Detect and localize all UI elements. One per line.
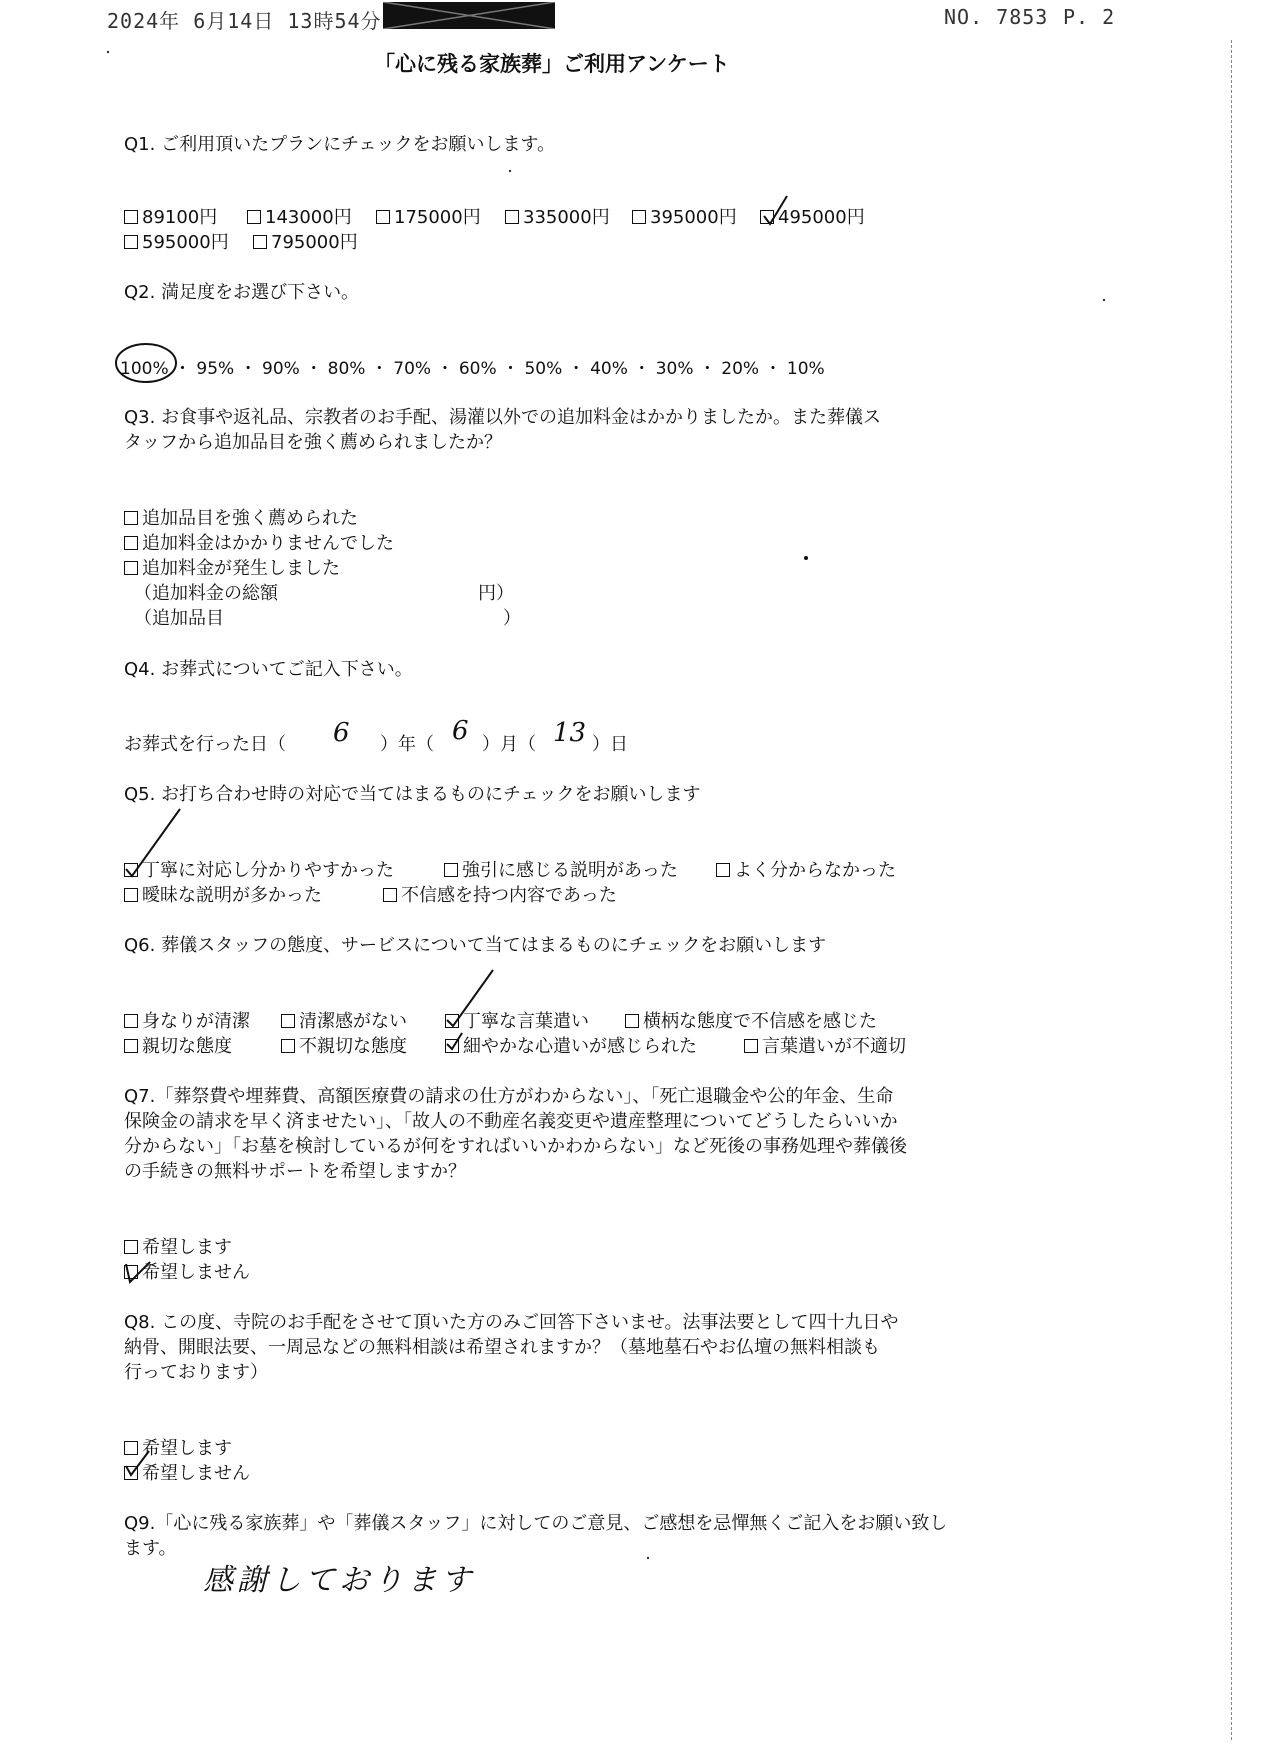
q2-scale[interactable]: 100% ・ 95% ・ 90% ・ 80% ・ 70% ・ 60% ・ 50% ・ 40% ・ 30% ・ 20% ・ 10%	[120, 359, 825, 379]
q1-option-495000[interactable]: 495000円	[760, 203, 865, 229]
scan-speck	[107, 51, 109, 53]
q6-option-attentive[interactable]: 細やかな心遣いが感じられた	[445, 1032, 697, 1058]
q5-option-polite-clear[interactable]: 丁寧に対応し分かりやすかった	[124, 856, 394, 882]
q2-option[interactable]: 60%	[458, 359, 497, 379]
q2-option[interactable]: 10%	[786, 359, 825, 379]
q3-option-extra-fee[interactable]: 追加料金が発生しました	[124, 554, 340, 580]
q3-items-label: （追加品目	[134, 608, 224, 629]
fax-timestamp: 2024年 6月14日 13時54分	[107, 9, 382, 33]
q6-option-inappropriate-language[interactable]: 言葉遣いが不適切	[744, 1032, 906, 1058]
q4-date-label: お葬式を行った日（	[124, 734, 286, 755]
checkbox[interactable]	[124, 1240, 138, 1254]
q6-question: Q6. 葬儀スタッフの態度、サービスについて当てはまるものにチェックをお願いします	[124, 935, 827, 956]
q2-option[interactable]: 20%	[721, 359, 760, 379]
q3-total-label: （追加料金の総額	[134, 583, 278, 604]
q3-total-suffix: 円）	[478, 583, 514, 604]
q2-option[interactable]: 40%	[590, 359, 628, 379]
q3-question-line1: Q3. お食事や返礼品、宗教者のお手配、湯灌以外での追加料金はかかりましたか。また葬儀ス	[124, 407, 882, 428]
q5-option-unclear[interactable]: よく分からなかった	[716, 856, 896, 882]
checkbox[interactable]	[744, 1039, 758, 1053]
q2-option[interactable]: 50%	[524, 359, 563, 379]
q8-question-line3: 行っております）	[124, 1362, 268, 1383]
q2-option[interactable]: 90%	[262, 359, 300, 379]
checkbox[interactable]	[281, 1014, 295, 1028]
checkbox[interactable]	[253, 235, 267, 249]
checkbox[interactable]	[760, 210, 774, 224]
scan-speck	[509, 170, 511, 172]
scan-speck	[647, 1557, 649, 1559]
q1-option-795000[interactable]: 795000円	[253, 228, 358, 254]
q4-day-suffix: ）日	[592, 734, 628, 755]
q5-option-pushy[interactable]: 強引に感じる説明があった	[444, 856, 678, 882]
q2-option[interactable]: 80%	[327, 359, 366, 379]
q3-option-no-extra-fee[interactable]: 追加料金はかかりませんでした	[124, 529, 394, 555]
q1-option-89100[interactable]: 89100円	[124, 203, 217, 229]
checkbox[interactable]	[124, 1265, 138, 1279]
checkbox[interactable]	[124, 1039, 138, 1053]
q3-question-line2: タッフから追加品目を強く薦められましたか？	[124, 432, 502, 453]
checkbox[interactable]	[124, 1466, 138, 1480]
q9-handwritten-answer[interactable]: 感謝しております	[203, 1563, 475, 1598]
checkbox[interactable]	[281, 1039, 295, 1053]
q2-option[interactable]: 100%	[120, 359, 169, 379]
q1-option-175000[interactable]: 175000円	[376, 203, 481, 229]
page-number: P. 2	[1063, 5, 1116, 29]
redacted-block	[383, 2, 555, 29]
checkbox[interactable]	[124, 1441, 138, 1455]
checkbox[interactable]	[376, 210, 390, 224]
q8-option-no-wish[interactable]: 希望しません	[124, 1459, 250, 1485]
checkbox[interactable]	[124, 235, 138, 249]
q8-question-line1: Q8. この度、寺院のお手配をさせて頂いた方のみご回答下さいませ。法事法要として四十九日や	[124, 1312, 899, 1333]
q4-year-value[interactable]: 6	[333, 718, 350, 748]
q1-option-595000[interactable]: 595000円	[124, 228, 229, 254]
q7-question-line1: Q7.「葬祭費や埋葬費、高額医療費の請求の仕方がわからない」、「死亡退職金や公的年金、生命	[124, 1086, 894, 1107]
checkbox[interactable]	[445, 1039, 459, 1053]
checkbox[interactable]	[632, 210, 646, 224]
q4-question: Q4. お葬式についてご記入下さい。	[124, 659, 413, 680]
checkbox[interactable]	[124, 888, 138, 902]
q4-month-value[interactable]: 6	[452, 716, 469, 746]
q3-items-suffix: ）	[503, 608, 521, 629]
redaction-cross-icon	[383, 2, 555, 29]
q9-question-line1: Q9.「心に残る家族葬」や「葬儀スタッフ」に対してのご意見、ご感想を忌憚無くご記入をお願い致し	[124, 1513, 948, 1534]
checkbox[interactable]	[124, 210, 138, 224]
q4-month-suffix: ）月（	[482, 734, 536, 755]
q6-option-clean-appearance[interactable]: 身なりが清潔	[124, 1007, 250, 1033]
q7-question-line3: 分からない」「お墓を検討しているが何をすればいいかわからない」など死後の事務処理や葬儀後	[124, 1136, 907, 1157]
q1-option-335000[interactable]: 335000円	[505, 203, 610, 229]
q8-option-wish[interactable]: 希望します	[124, 1434, 232, 1460]
scan-edge-line	[1231, 40, 1232, 1740]
q1-option-143000[interactable]: 143000円	[247, 203, 352, 229]
q5-question: Q5. お打ち合わせ時の対応で当てはまるものにチェックをお願いします	[124, 784, 701, 805]
checkbox[interactable]	[124, 561, 138, 575]
checkbox[interactable]	[124, 511, 138, 525]
q2-option[interactable]: 95%	[196, 359, 235, 379]
checkbox[interactable]	[247, 210, 261, 224]
document-number: NO. 7853	[944, 5, 1049, 29]
survey-title: 「心に残る家族葬」ご利用アンケート	[374, 52, 730, 76]
q2-question: Q2. 満足度をお選び下さい。	[124, 282, 360, 303]
q2-option[interactable]: 30%	[655, 359, 694, 379]
checkbox[interactable]	[124, 536, 138, 550]
checkbox[interactable]	[124, 863, 138, 877]
checkbox[interactable]	[124, 1014, 138, 1028]
q6-option-kind[interactable]: 親切な態度	[124, 1032, 232, 1058]
q7-option-no-wish[interactable]: 希望しません	[124, 1258, 250, 1284]
q8-question-line2: 納骨、開眼法要、一周忌などの無料相談は希望されますか？（墓地墓石やお仏壇の無料相談も	[124, 1337, 880, 1358]
q1-question: Q1. ご利用頂いたプランにチェックをお願いします。	[124, 134, 556, 155]
checkbox[interactable]	[625, 1014, 639, 1028]
q4-year-suffix: ）年（	[380, 734, 434, 755]
q7-question-line4: の手続きの無料サポートを希望しますか？	[124, 1161, 466, 1182]
q5-option-distrust[interactable]: 不信感を持つ内容であった	[383, 881, 617, 907]
q6-option-not-clean[interactable]: 清潔感がない	[281, 1007, 407, 1033]
q1-option-395000[interactable]: 395000円	[632, 203, 737, 229]
scan-speck	[1103, 299, 1105, 301]
q2-option[interactable]: 70%	[393, 359, 432, 379]
q6-option-polite-language[interactable]: 丁寧な言葉遣い	[445, 1007, 589, 1033]
q6-option-arrogant[interactable]: 横柄な態度で不信感を感じた	[625, 1007, 877, 1033]
checkbox[interactable]	[444, 863, 458, 877]
q9-question-line2: ます。	[124, 1538, 177, 1559]
q4-day-value[interactable]: 13	[553, 718, 587, 748]
q7-question-line2: 保険金の請求を早く済ませたい」、「故人の不動産名義変更や遺産整理についてどうしたらいいか	[124, 1111, 898, 1132]
scan-speck	[804, 556, 808, 560]
checkbox[interactable]	[716, 863, 730, 877]
q7-option-wish[interactable]: 希望します	[124, 1233, 232, 1259]
q5-option-vague[interactable]: 曖昧な説明が多かった	[124, 881, 322, 907]
checkbox[interactable]	[445, 1014, 459, 1028]
checkbox[interactable]	[383, 888, 397, 902]
q6-option-unkind[interactable]: 不親切な態度	[281, 1032, 407, 1058]
q3-option-strongly-recommended[interactable]: 追加品目を強く薦められた	[124, 504, 358, 530]
checkbox[interactable]	[505, 210, 519, 224]
